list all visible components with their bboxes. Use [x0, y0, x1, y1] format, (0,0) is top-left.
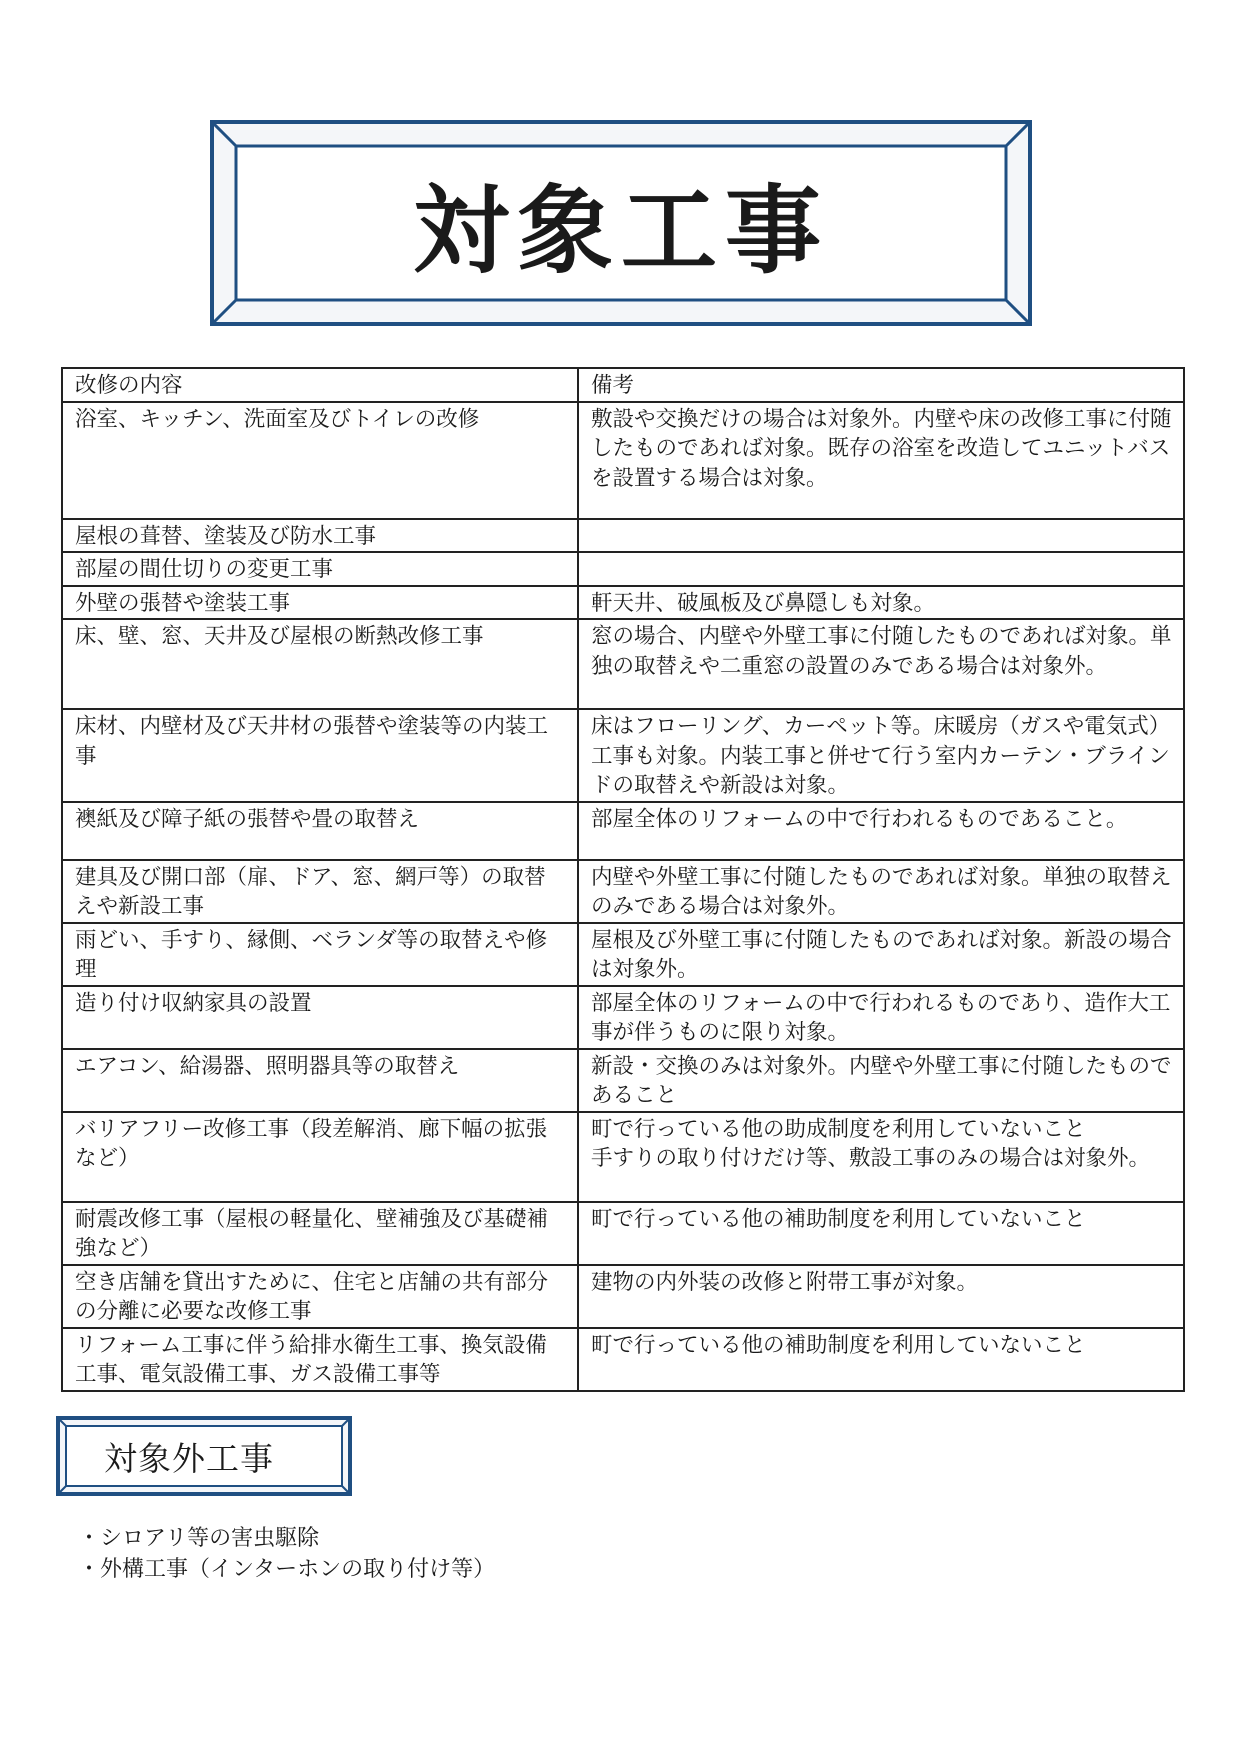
row-note-cell: 部屋全体のリフォームの中で行われるものであり、造作大工事が伴うものに限り対象。	[578, 986, 1184, 1049]
excluded-item: ・外構工事（インターホンの取り付け等）	[78, 1557, 496, 1582]
excluded-title: 対象外工事	[104, 1438, 274, 1478]
row-content-cell: エアコン、給湯器、照明器具等の取替え	[62, 1049, 578, 1112]
table-row	[62, 1202, 1184, 1265]
row-note-cell: 町で行っている他の補助制度を利用していないこと	[578, 1328, 1184, 1391]
row-note-cell: 軒天井、破風板及び鼻隠しも対象。	[578, 586, 1184, 620]
page-title: 対象工事	[413, 174, 829, 287]
row-note-cell: 部屋全体のリフォームの中で行われるものであること。	[578, 802, 1184, 860]
row-note-cell: 内壁や外壁工事に付随したものであれば対象。単独の取替えのみである場合は対象外。	[578, 860, 1184, 923]
row-content-cell: 床、壁、窓、天井及び屋根の断熱改修工事	[62, 619, 578, 709]
row-content-cell: 造り付け収納家具の設置	[62, 986, 578, 1049]
table-row	[62, 802, 1184, 860]
excluded-title-frame	[56, 1416, 352, 1496]
table-row	[62, 619, 1184, 709]
row-note-cell: 屋根及び外壁工事に付随したものであれば対象。新設の場合は対象外。	[578, 923, 1184, 986]
row-note-cell: 建物の内外装の改修と附帯工事が対象。	[578, 1265, 1184, 1328]
table-row	[62, 1265, 1184, 1328]
row-content-cell: 屋根の葺替、塗装及び防水工事	[62, 519, 578, 553]
row-note-cell: 窓の場合、内壁や外壁工事に付随したものであれば対象。単独の取替えや二重窓の設置のみである場合は対象外。	[578, 619, 1184, 709]
excluded-item: ・シロアリ等の害虫駆除	[78, 1526, 320, 1551]
row-note-cell: 町で行っている他の補助制度を利用していないこと	[578, 1202, 1184, 1265]
table-row	[62, 986, 1184, 1049]
table-row	[62, 519, 1184, 553]
row-note-cell: 床はフローリング、カーペット等。床暖房（ガスや電気式）工事も対象。内装工事と併せて行う室内カーテン・ブラインドの取替えや新設は対象。	[578, 709, 1184, 802]
row-note-cell: 敷設や交換だけの場合は対象外。内壁や床の改修工事に付随したものであれば対象。既存の浴室を改造してユニットバスを設置する場合は対象。	[578, 402, 1184, 519]
row-note-cell	[578, 552, 1184, 586]
header-note: 備考	[578, 368, 1184, 402]
excluded-list	[78, 1523, 495, 1585]
row-note-cell	[578, 519, 1184, 553]
row-content-cell: 外壁の張替や塗装工事	[62, 586, 578, 620]
header-content: 改修の内容	[62, 368, 578, 402]
table-row	[62, 1112, 1184, 1202]
table-row	[62, 552, 1184, 586]
row-note-cell: 町で行っている他の助成制度を利用していないこと 手すりの取り付けだけ等、敷設工事のみの場合は対象外。	[578, 1112, 1184, 1202]
row-content-cell: 床材、内壁材及び天井材の張替や塗装等の内装工事	[62, 709, 578, 802]
table-row	[62, 1049, 1184, 1112]
table-row	[62, 402, 1184, 519]
row-content-cell: 耐震改修工事（屋根の軽量化、壁補強及び基礎補強など）	[62, 1202, 578, 1265]
table-row	[62, 1328, 1184, 1391]
row-content-cell: バリアフリー改修工事（段差解消、廊下幅の拡張など）	[62, 1112, 578, 1202]
table-row	[62, 860, 1184, 923]
row-content-cell: 部屋の間仕切りの変更工事	[62, 552, 578, 586]
row-content-cell: 浴室、キッチン、洗面室及びトイレの改修	[62, 402, 578, 519]
target-works-table	[61, 367, 1185, 1392]
row-content-cell: 雨どい、手すり、縁側、ベランダ等の取替えや修理	[62, 923, 578, 986]
title-frame	[210, 120, 1032, 326]
table-header-row	[62, 368, 1184, 402]
row-content-cell: 空き店舗を貸出すために、住宅と店舗の共有部分の分離に必要な改修工事	[62, 1265, 578, 1328]
row-content-cell: 建具及び開口部（扉、ドア、窓、網戸等）の取替えや新設工事	[62, 860, 578, 923]
row-content-cell: 襖紙及び障子紙の張替や畳の取替え	[62, 802, 578, 860]
table-row	[62, 709, 1184, 802]
row-note-cell: 新設・交換のみは対象外。内壁や外壁工事に付随したものであること	[578, 1049, 1184, 1112]
table-row	[62, 586, 1184, 620]
row-content-cell: リフォーム工事に伴う給排水衛生工事、換気設備工事、電気設備工事、ガス設備工事等	[62, 1328, 578, 1391]
table-row	[62, 923, 1184, 986]
